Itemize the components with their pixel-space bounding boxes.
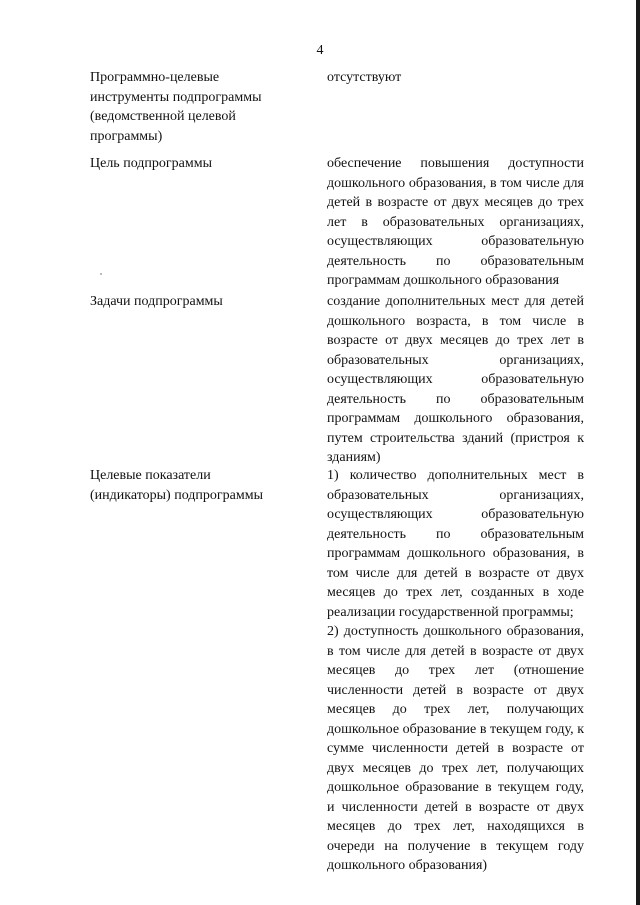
- row-label: Программно-целевые инструменты подпрограммы (ведомственной целевой программы): [90, 70, 262, 144]
- row-label: Цель подпрограммы: [90, 156, 212, 171]
- row-label: Задачи подпрограммы: [90, 294, 223, 309]
- row-value: [327, 466, 584, 876]
- row-label: Целевые показатели (индикаторы) подпрограммы: [90, 468, 263, 503]
- page-number: 4: [316, 43, 324, 58]
- row-value: [327, 68, 584, 88]
- value-paragraph: обеспечение повышения доступности дошкольного образования, в том числе для детей в возрасте от двух месяцев до трех лет в образовательных организациях, осуществляющих образовательную деятельность по образовательным программам дошкольного образования: [327, 156, 584, 288]
- value-paragraph: отсутствуют: [327, 70, 402, 85]
- row-value: [327, 292, 584, 468]
- value-paragraph: 1) количество дополнительных мест в образовательных организациях, осуществляющих образовательную деятельность по образовательным программам дошкольного образования, в том числе для детей в возрасте от двух месяцев до трех лет, созданных в ходе реализации государственной программы;: [327, 468, 584, 620]
- scan-speck: [100, 273, 102, 275]
- value-paragraph: создание дополнительных мест для детей дошкольного возраста, в том числе в возрасте от двух месяцев до трех лет в образовательных организациях, осуществляющих образовательную деятельность по образовательным программам дошкольного образования, путем строительства зданий (пристроя к зданиям): [327, 294, 584, 465]
- row-value: [327, 154, 584, 291]
- value-paragraph: 2) доступность дошкольного образования, в том числе для детей в возрасте от двух месяцев до трех лет (отношение численности детей в возрасте от двух месяцев до трех лет, получающих дошкольное образование в текущем году, к сумме численности детей в возрасте от двух месяцев до трех лет, получающих дошкольное образование в текущем году, и численности детей в возрасте от двух месяцев до трех лет, находящихся в очереди на получение в текущем году дошкольного образования): [327, 624, 584, 873]
- scan-edge-line: [636, 0, 640, 905]
